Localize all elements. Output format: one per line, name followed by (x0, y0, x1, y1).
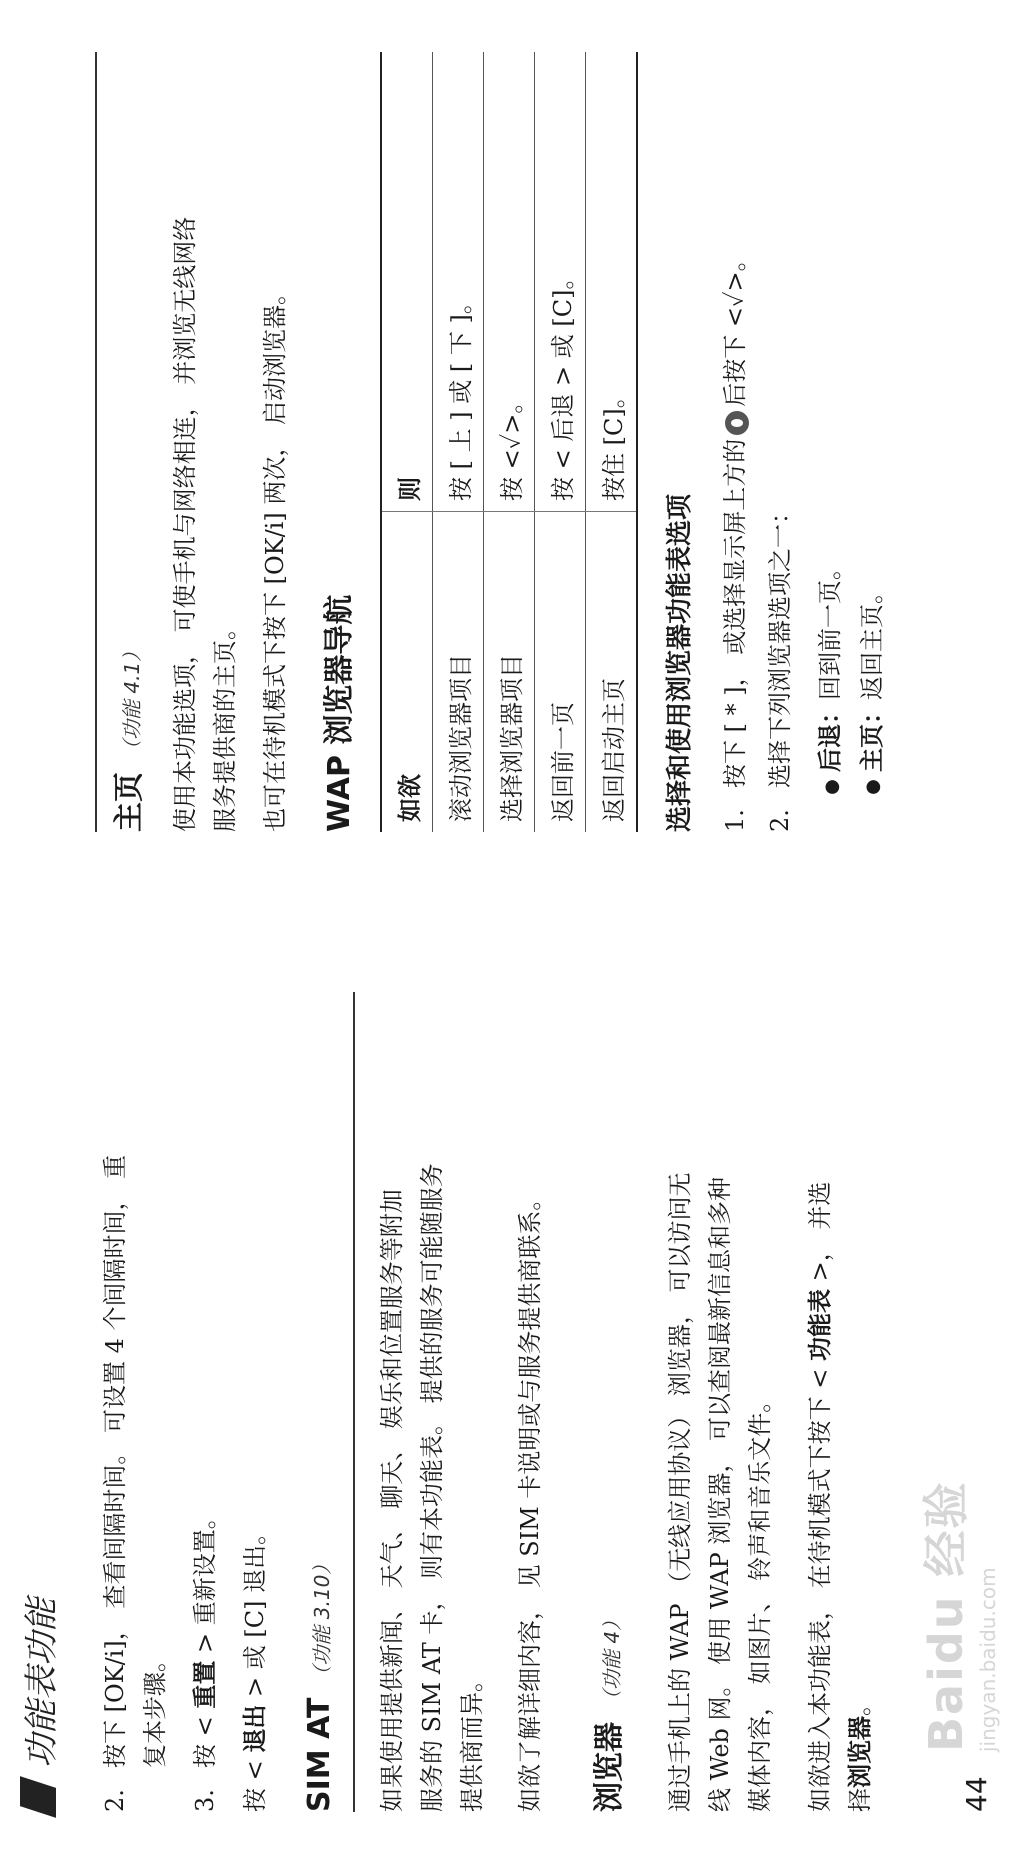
text-pre: 择 (846, 1788, 874, 1812)
nav-key-icon (725, 411, 749, 435)
paragraph-line: 服务提供商的主页。 (211, 616, 239, 832)
text-pre: 如欲进入本功能表， 在待机模式下按下 < (806, 1361, 834, 1812)
page-number: 44 (960, 1776, 993, 1812)
options-list (810, 52, 893, 832)
step-number: 2. (101, 1789, 129, 1812)
table-cell: 按 [ 上 ] 或 [ 下 ]。 (433, 52, 484, 512)
watermark-url: jingyan.baidu.com (976, 1567, 1000, 1752)
step-3 (185, 992, 225, 1812)
table-row (433, 52, 484, 832)
simat-heading (300, 992, 342, 1812)
step-text: 按下 [OK/i]， 查看间隔时间。 可设置 4 个间隔时间， 重 (101, 1154, 129, 1768)
section-title: 主页 (112, 772, 147, 832)
section-tag: （功能 4.1） (120, 641, 144, 760)
section-header (18, 1598, 62, 1812)
simat-paragraph-2 (510, 992, 550, 1812)
section-tag: （功能 3.10） (310, 1554, 334, 1686)
section-title: 浏览器 (592, 1722, 627, 1812)
watermark (910, 1452, 1000, 1752)
table-cell: 按 <✓>。 (484, 52, 535, 512)
table-cell: 滚动浏览器项目 (433, 512, 484, 833)
option-text: 回到前一页。 (816, 556, 844, 700)
step-text-post: > 重新设置。 (191, 1505, 219, 1661)
browser-menu-label: 浏览器 (846, 1716, 874, 1788)
list-item (852, 52, 894, 802)
text-post: 。 (846, 1692, 874, 1716)
table-row (484, 52, 535, 832)
paragraph-line: 使用本功能选项， 可使手机与网络相连， 并浏览无线网络 (171, 216, 199, 832)
header-title: 功能表功能 (21, 1598, 62, 1768)
table-cell: 选择浏览器项目 (484, 512, 535, 833)
simat-paragraph-1 (372, 992, 492, 1812)
bullet-icon: ● (820, 779, 842, 795)
home-paragraph-2 (255, 52, 295, 832)
header-bar-icon (20, 1776, 56, 1818)
menu-softkey-label: 功能表 (806, 1289, 834, 1361)
table-cell: 返回启动主页 (586, 512, 638, 833)
home-heading (110, 52, 152, 832)
step-text-pre: 按下 [ * ]， 或选择显示屏上方的 (721, 438, 749, 788)
exit-instruction (235, 992, 275, 1812)
right-column (0, 52, 1020, 832)
paragraph-line: 如欲了解详细内容， 见 SIM 卡说明或与服务提供商联系。 (516, 1186, 544, 1812)
paragraph-line: 提供商而异。 (458, 1668, 486, 1812)
section-rule (353, 992, 355, 1812)
option-text: 返回主页。 (857, 580, 886, 700)
step-number: 2. (766, 809, 794, 832)
bullet-icon: ● (862, 779, 883, 795)
browser-heading (590, 992, 632, 1812)
exit-softkey-label: 退出 (241, 1704, 269, 1753)
exit-text-pre: 按 < (241, 1752, 269, 1812)
select-step-1 (715, 52, 755, 832)
section-title: SIM AT (302, 1697, 337, 1812)
left-column (0, 992, 1020, 1812)
top-rule (95, 52, 97, 832)
wap-navigation-table (380, 52, 638, 832)
table-row (586, 52, 638, 832)
paragraph-line: 通过手机上的 WAP （无线应用协议） 浏览器， 可以访问无 (666, 1172, 694, 1812)
step-2 (95, 992, 175, 1812)
text-post: >， 并选 (806, 1181, 834, 1289)
table-header-row (381, 52, 433, 832)
browser-paragraph-1 (660, 992, 780, 1812)
select-step-2 (760, 52, 800, 832)
watermark-brand: Baidu 经验 (919, 1480, 973, 1752)
paragraph-line: 如果使用提供新闻、 天气、 聊天、 娱乐和位置服务等附加 (378, 1189, 406, 1812)
step-text-cont: 复本步骤。 (141, 1648, 169, 1768)
step-number: 3. (191, 1789, 219, 1812)
paragraph-line: 也可在待机模式下按下 [OK/i] 两次， 启动浏览器。 (261, 281, 289, 832)
paragraph-line: 线 Web 网。 使用 WAP 浏览器， 可以查阅最新信息和多种 (706, 1176, 734, 1812)
section-title: 选择和使用浏览器功能表选项 (665, 493, 695, 832)
reset-softkey-label: 重置 (191, 1660, 219, 1709)
paragraph-line: 服务的 SIM AT 卡， 则有本功能表。 提供的服务可能随服务 (418, 1163, 446, 1812)
exit-text-post: > 或 [C] 退出。 (241, 1520, 269, 1705)
wap-heading (320, 52, 361, 832)
table-cell: 返回前一页 (535, 512, 586, 833)
step-number: 1. (721, 809, 749, 832)
select-heading (660, 52, 700, 832)
section-tag: （功能 4） (600, 1610, 624, 1710)
section-title: WAP 浏览器导航 (322, 594, 357, 832)
table-cell: 按 < 后退 > 或 [C]。 (535, 52, 586, 512)
option-label: 后退： (816, 700, 844, 772)
table-row (535, 52, 586, 832)
browser-paragraph-2 (800, 992, 880, 1812)
step-text: 选择下列浏览器选项之一： (766, 500, 794, 788)
option-label: 主页： (857, 700, 886, 772)
list-item (810, 52, 852, 802)
paragraph-line: 媒体内容， 如图片、 铃声和音乐文件。 (746, 1388, 774, 1812)
table-header-cell: 则 (381, 52, 433, 512)
table-header-cell: 如欲 (381, 512, 433, 833)
table-cell: 按住 [C]。 (586, 52, 638, 512)
step-text-post: 后按下 <✓>。 (721, 247, 749, 407)
step-text-pre: 按 < (191, 1708, 219, 1768)
home-paragraph-1 (165, 52, 245, 832)
